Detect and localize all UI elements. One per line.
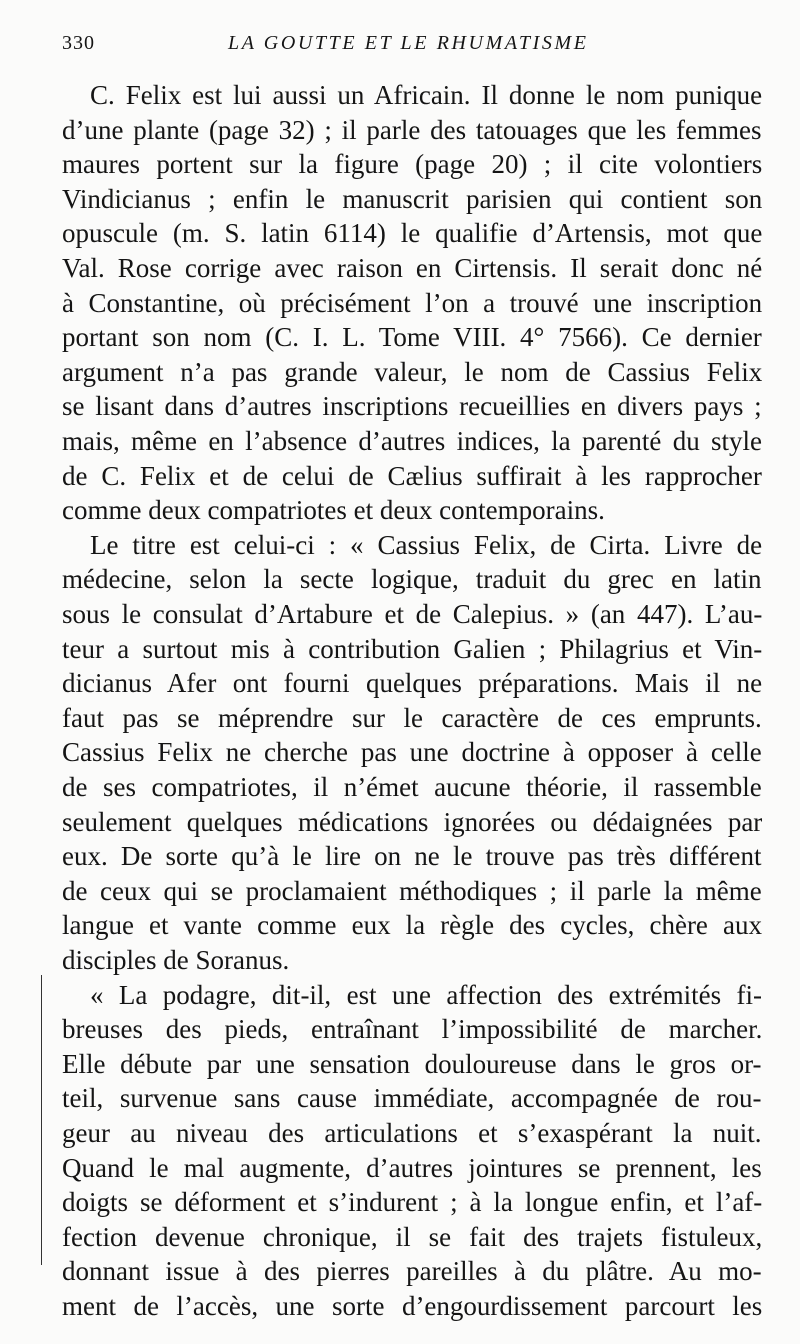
text-line: de ses compatriotes, il n’émet aucune théorie, il rassemble [62,772,762,802]
text-line: Val. Rose corrige avec raison en Cirtensis. Il serait donc né [62,253,763,283]
text-line: teil, survenue sans cause immédiate, accompagnée de rou- [62,1083,762,1114]
text-line: langue et vante comme eux la règle des cycles, chère aux [62,910,762,941]
text-line: teur a surtout mis à contribution Galien ; Philagrius et Vin- [62,633,763,664]
text-line: médecine, selon la secte logique, traduit du grec en latin [62,564,762,595]
text-line: opuscule (m. S. latin 6114) le qualifie d’Artensis, mot que [62,218,763,249]
text-line: ment de l’accès, une sorte d’engourdissement parcourt les [62,1291,763,1321]
text-line: eux. De sorte qu’à le lire on ne le trouve pas très différent [62,841,762,872]
text-line: breuses des pieds, entraînant l’impossibilité de marcher. [62,1014,763,1045]
text-line: donnant issue à des pierres pareilles à du plâtre. Au mo- [62,1256,762,1287]
text-line: sous le consulat d’Artabure et de Calepius. » (an 447). L’au- [62,599,763,629]
text-line: Cassius Felix ne cherche pas une doctrine à opposer à celle [62,737,762,768]
page-number: 330 [62,32,95,54]
text-line: C. Felix est lui aussi un Africain. Il donne le nom punique [90,80,763,110]
text-line: se lisant dans d’autres inscriptions recueillies en divers pays ; [62,391,762,422]
text-line: Vindicianus ; enfin le manuscrit parisien qui contient son [62,183,763,214]
quotation-margin-bar [41,975,52,1265]
text-line: geur au niveau des articulations et s’exaspérant la nuit. [62,1118,762,1148]
text-line: maures portent sur la figure (page 20) ; il cite volontiers [62,149,763,180]
text-line: d’une plante (page 32) ; il parle des tatouages que les femmes [62,114,762,145]
text-line: argument n’a pas grande valeur, le nom de Cassius Felix [62,356,763,387]
running-title: LA GOUTTE ET LE RHUMATISME [228,32,589,54]
text-line: à Constantine, où précisément l’on a trouvé une inscription [62,287,763,318]
text-line: faut pas se méprendre sur le caractère de ces emprunts. [62,702,762,733]
text-line: Le titre est celui-ci : « Cassius Felix, de Cirta. Livre de [90,529,763,560]
text-line: disciples de Soranus. [62,945,290,975]
text-line: « La podagre, dit-il, est une affection des extrémités fi- [90,979,763,1010]
text-line: Quand le mal augmente, d’autres jointures se prennent, les [62,1152,762,1183]
text-line: seulement quelques médications ignorées ou dédaignées par [62,806,763,837]
text-line: Elle débute par une sensation douloureuse dans le gros or- [62,1048,762,1079]
text-line: portant son nom (C. I. L. Tome VIII. 4° 7566). Ce dernier [62,322,762,353]
text-line: de ceux qui se proclamaient méthodiques ; il parle la même [62,875,762,906]
text-line: dicianus Afer ont fourni quelques préparations. Mais il ne [62,668,763,699]
text-line: comme deux compatriotes et deux contemporains. [62,495,605,526]
text-line: doigts se déforment et s’indurent ; à la longue enfin, et l’af- [62,1187,763,1218]
text-line: de C. Felix et de celui de Cælius suffirait à les rapprocher [62,460,762,491]
text-line: fection devenue chronique, il se fait des trajets fistuleux, [62,1221,763,1252]
text-line: mais, même en l’absence d’autres indices, la parenté du style [62,426,762,456]
running-head [62,32,760,62]
